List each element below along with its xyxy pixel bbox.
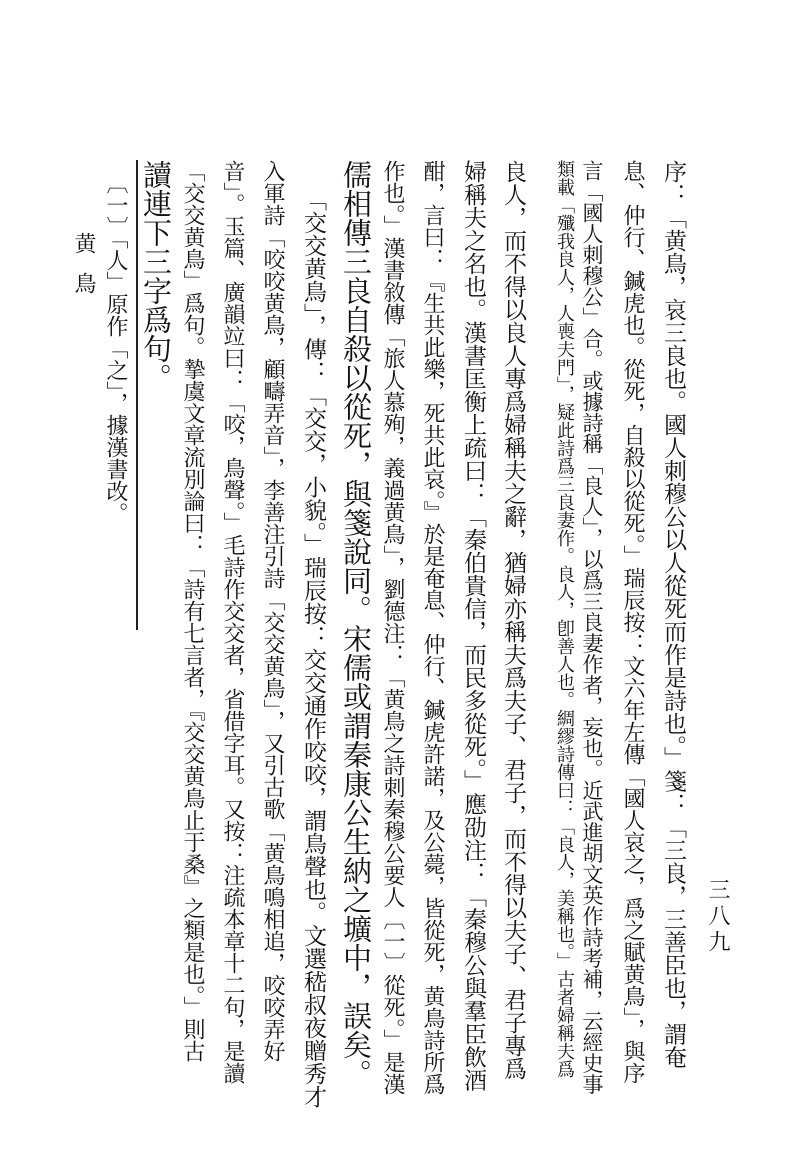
text-column: 言「國人刺穆公」合。或據詩稱「良人」，以爲三良妻作者，妄也。近武進胡文英作詩考補，云經史事 — [580, 160, 604, 1095]
text-column: 「交交黄鳥」爲句。摯虞文章流別論曰：「詩有七言者，『交交黄鳥止于桑』之類是也。」則古 — [180, 160, 205, 1062]
page-number: 三八九 — [705, 878, 730, 956]
text-column: 讀連下三字爲句。 — [139, 160, 173, 392]
text-column: 序：「黄鳥，哀三良也。國人刺穆公以人從死而作是詩也。」箋：「三良，三善臣也，謂奄 — [660, 160, 686, 1069]
text-column: 良人，而不得以良人專爲婦稱夫之辭，猶婦亦稱夫爲夫子、君子，而不得以夫子、君子專爲 — [500, 160, 526, 1080]
text-column: 息、仲行、鍼虎也。從死，自殺以從死。」瑞辰按：文六年左傳「國人哀之，爲之賦黄鳥」，與序 — [620, 160, 645, 1084]
text-column: 作也。」漢書敘傳「旅人慕殉，義過黄鳥」，劉德注：「黄鳥之詩刺秦穆公要人〔一〕從死。」是漢 — [380, 160, 405, 1095]
text-column: 「交交黄鳥」，傳：「交交，小貌。」瑞辰按：交交通作咬咬，謂鳥聲也。文選嵇叔夜贈秀才 — [300, 188, 326, 1108]
text-column: 儒相傳三良自殺以從死，與箋說同。宋儒或謂秦康公生納之壙中，誤矣。 — [339, 160, 373, 1088]
footnote-divider — [136, 160, 138, 630]
text-column: 音」。玉篇、廣韻竝曰：「咬，鳥聲。」毛詩作交交者，省借字耳。又按：注疏本章十二句，是讀 — [220, 160, 245, 1084]
text-column: 婦稱夫之名也。漢書匡衡上疏曰：「秦伯貴信，而民多從死。」應劭注：「秦穆公與羣臣飲酒 — [460, 160, 486, 1092]
text-column: 酣，言曰：『生共此樂，死共此哀。』於是奄息、仲行、鍼虎許諾，及公薨，皆從死，黄鳥詩所爲 — [420, 160, 445, 1095]
text-column: 入軍詩「咬咬黄鳥，顧疇弄音」，李善注引詩「交交黄鳥」，又引古歌「黄鳥鳴相追，咬咬弄好 — [260, 160, 285, 1062]
running-title: 黄鳥 — [71, 232, 96, 312]
text-column: 類載「殲我良人，人喪夫門」，疑此詩爲三良妻作。良人，卽善人也。綢繆詩傳曰：「良人，美稱也。」古者婦稱夫爲 — [554, 160, 575, 1078]
footnote: 〔一〕「人」原作「之」，據漢書改。 — [103, 172, 128, 524]
